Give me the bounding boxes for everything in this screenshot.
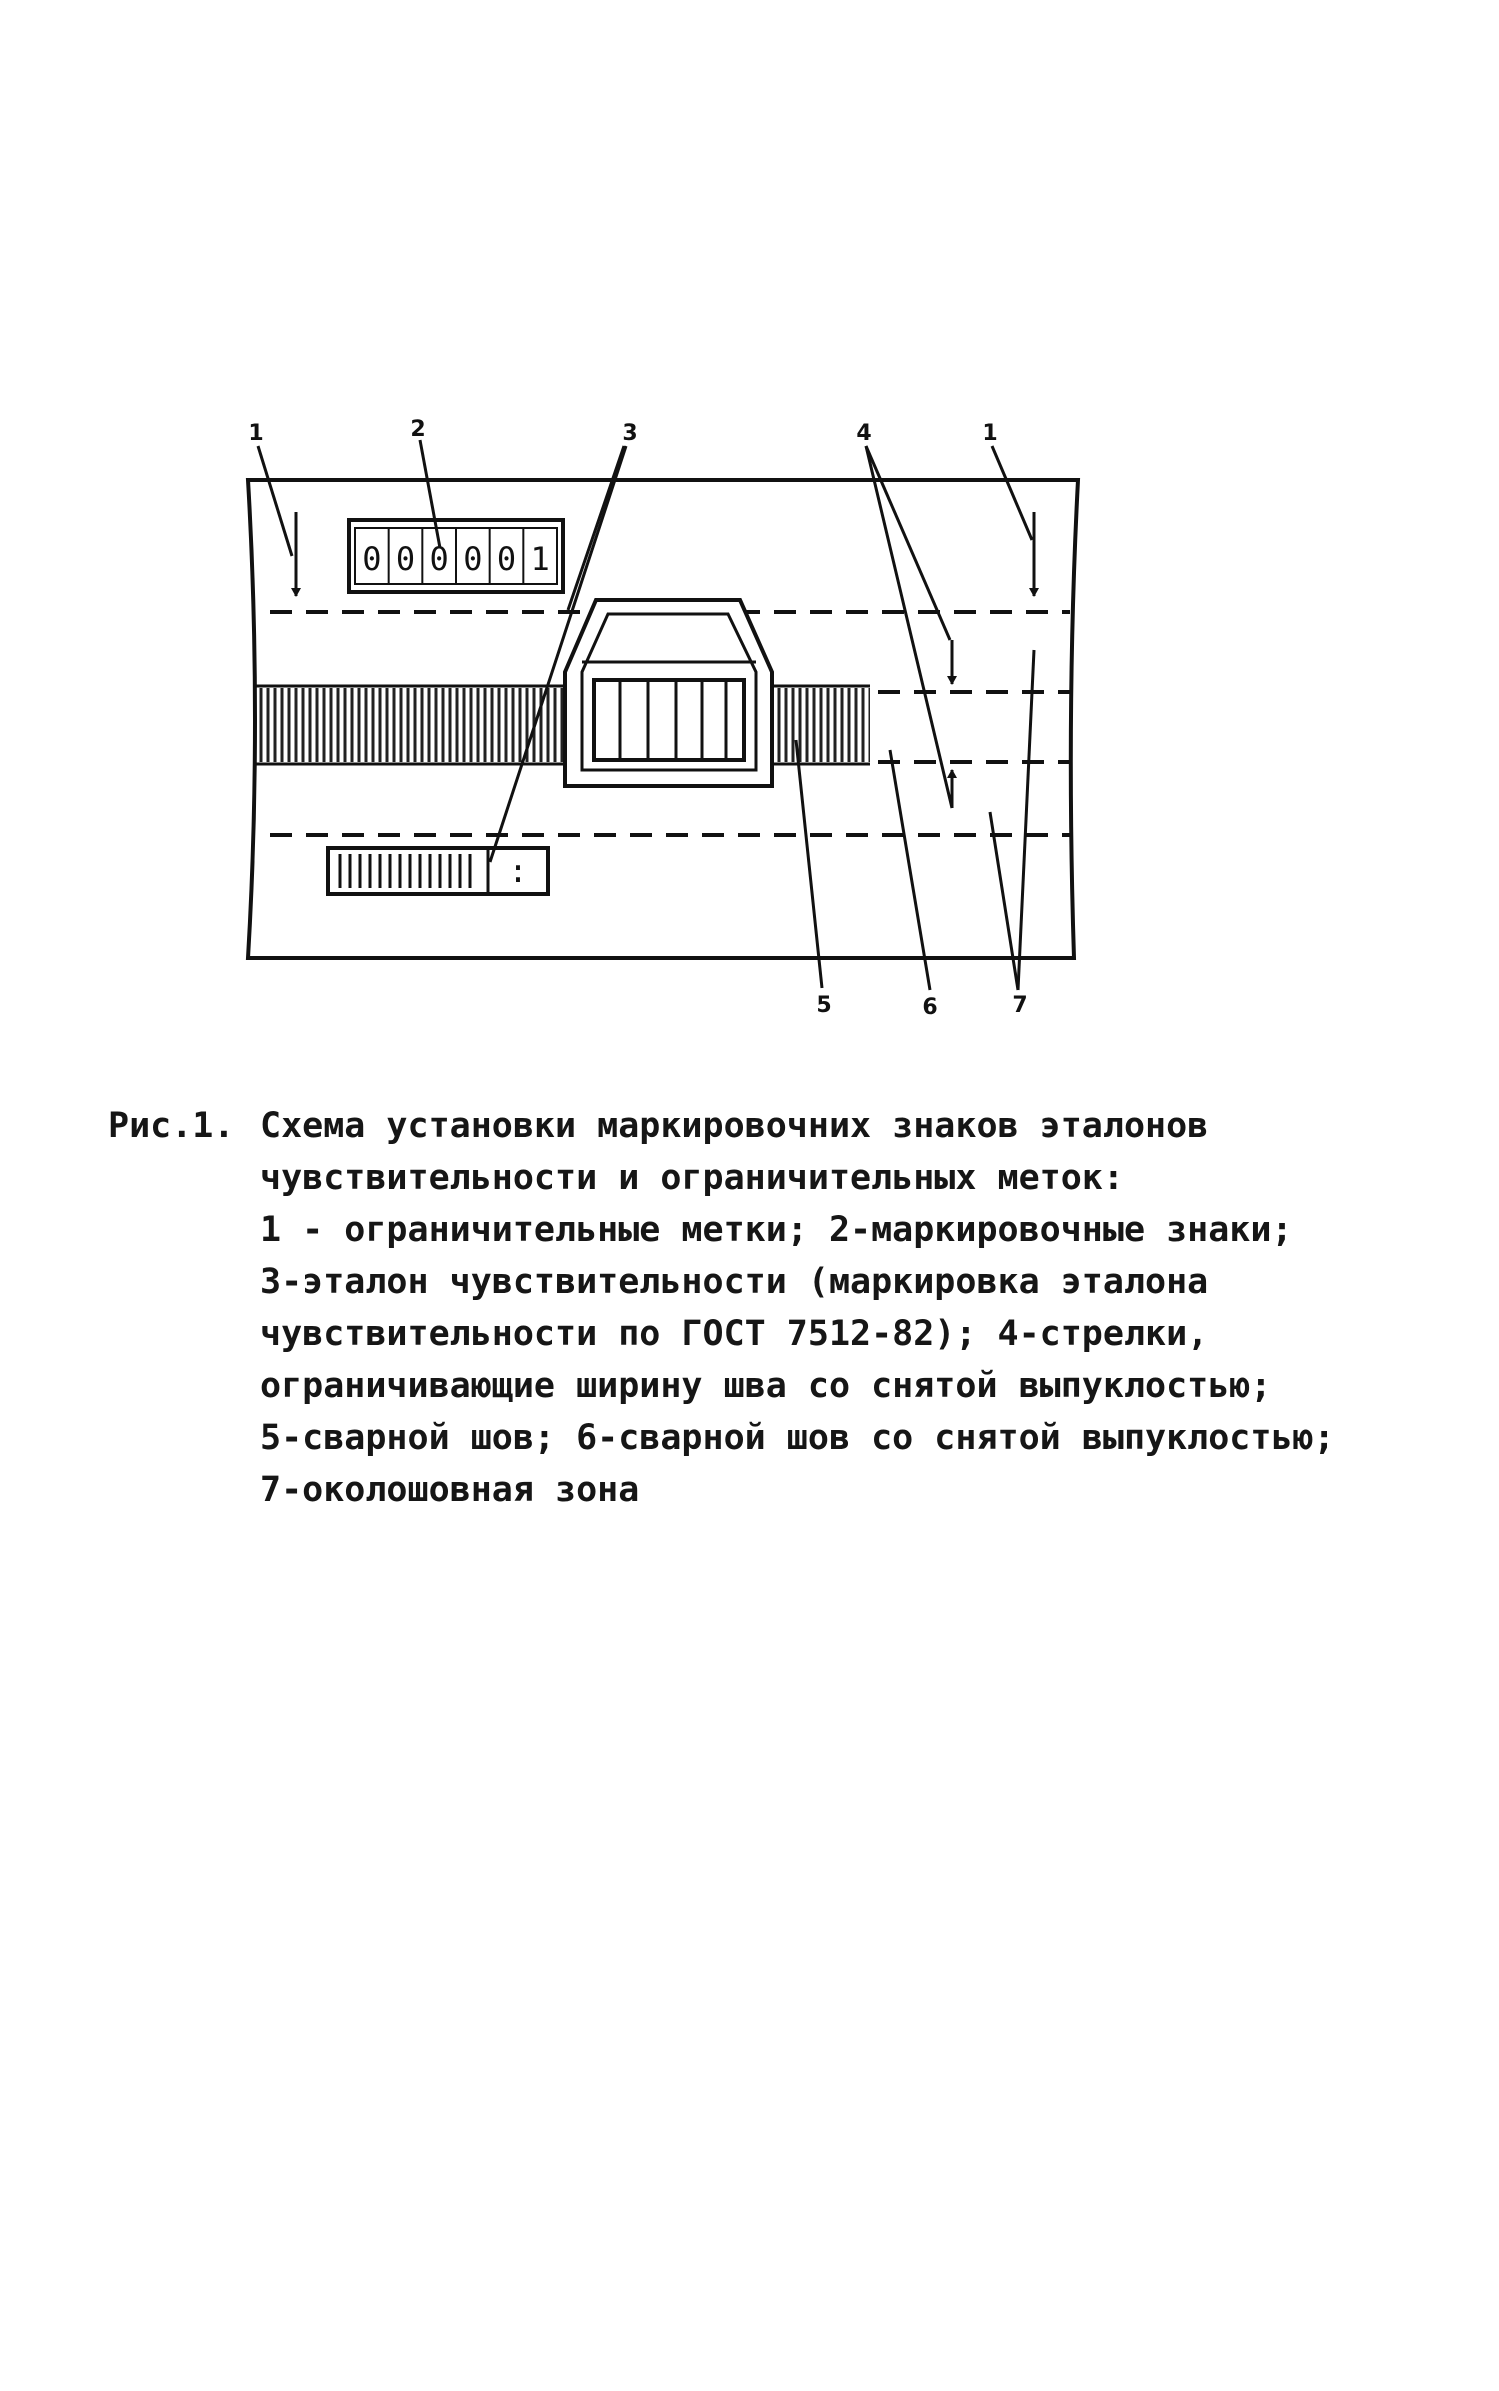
weld-marking-diagram (0, 0, 1499, 1100)
caption-line-3: 1 - ограничительные метки; 2-маркировочные знаки; (260, 1210, 1293, 1250)
marking-digit: 0 (429, 540, 449, 578)
leader-7a (990, 812, 1018, 990)
caption-line-6: ограничивающие ширину шва со снятой выпуклостью; (260, 1366, 1272, 1406)
caption-line-1: Схема установки маркировочних знаков эталонов (260, 1106, 1209, 1146)
caption-first-row (108, 1100, 1408, 1152)
callout-1-left: 1 (248, 421, 264, 446)
marking-digit: 0 (395, 540, 416, 578)
figure-caption (108, 1100, 1408, 1516)
figure-label: Рис.1. (108, 1106, 235, 1146)
marking-digit: 0 (463, 540, 483, 578)
caption-line-5: чувствительности по ГОСТ 7512-82); 4-стрелки, (260, 1314, 1209, 1354)
caption-line-2: чувствительности и ограничительных меток: (260, 1158, 1124, 1198)
sensitivity-marking-label (328, 848, 548, 894)
callout-3: 3 (622, 421, 638, 446)
leader-4a (866, 446, 950, 640)
leader-5 (796, 740, 822, 988)
caption-line-8: 7-околошовная зона (260, 1470, 640, 1510)
leader-1-right (992, 446, 1032, 540)
marking-digit-group (362, 528, 550, 584)
leader-3a (568, 446, 624, 610)
caption-line-4: 3-эталон чувствительности (маркировка эталона (260, 1262, 1209, 1302)
callout-7: 7 (1012, 993, 1028, 1018)
leader-4b (866, 446, 952, 808)
marking-digit: 0 (362, 540, 382, 578)
sensitivity-label-symbol: : (508, 852, 528, 890)
leader-6 (890, 750, 930, 990)
caption-line-7: 5-сварной шов; 6-сварной шов со снятой выпуклостью; (260, 1418, 1335, 1458)
marking-digit: 0 (496, 540, 517, 578)
callout-5: 5 (816, 993, 832, 1018)
marking-signs (349, 520, 563, 592)
leader-7b (1018, 650, 1034, 990)
callout-1-right: 1 (982, 421, 998, 446)
callout-6: 6 (922, 995, 938, 1020)
callout-4: 4 (856, 421, 872, 446)
leader-1-left (258, 446, 292, 556)
marking-digit: 1 (530, 540, 550, 578)
sensitivity-standard (565, 600, 772, 786)
callout-2: 2 (410, 417, 426, 442)
